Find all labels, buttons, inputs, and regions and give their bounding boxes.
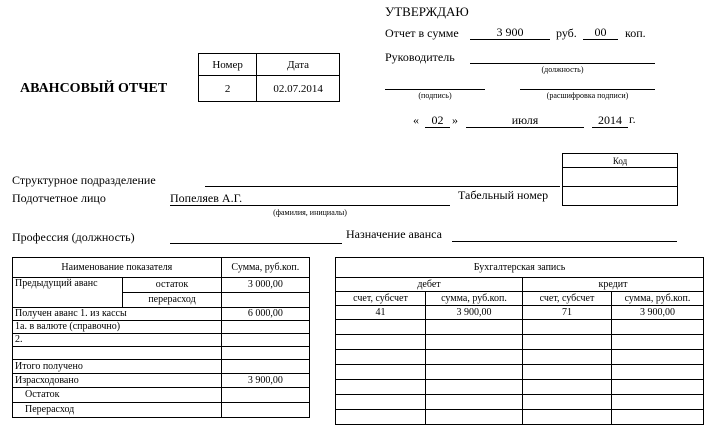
empty-cell: [523, 320, 612, 335]
accounting-title: Бухгалтерская запись: [336, 258, 704, 278]
kop-value: 00: [594, 25, 607, 39]
empty-cell: [336, 320, 426, 335]
total-received-label: Итого получено: [13, 360, 222, 374]
row2-value: [221, 334, 309, 347]
code-cell-1: [563, 168, 678, 187]
empty-cell: [612, 380, 704, 395]
department-label: Структурное подразделение: [12, 173, 156, 187]
empty-cell: [612, 335, 704, 350]
credit-amount-header: сумма, руб.коп.: [612, 292, 704, 306]
approve-title: УТВЕРЖДАЮ: [385, 4, 469, 19]
remainder-label: Остаток: [13, 388, 222, 403]
tab-number-label: Табельный номер: [458, 188, 549, 202]
document-number: 2: [199, 76, 257, 102]
overspend-label: перерасход: [123, 293, 221, 308]
year-suffix: г.: [629, 112, 636, 126]
date-month: июля: [511, 113, 539, 127]
number-header: Номер: [199, 54, 257, 76]
debit-account-header: счет, субсчет: [336, 292, 426, 306]
empty-cell: [523, 395, 612, 410]
date-year: 2014: [598, 113, 622, 127]
empty-cell: [426, 395, 523, 410]
document-title: АВАНСОВЫЙ ОТЧЕТ: [20, 81, 168, 96]
spent-label: Израсходовано: [13, 374, 222, 388]
balance-value: 3 000,00: [221, 278, 309, 293]
report-sum-value: 3 900: [496, 25, 524, 39]
quote-open: «: [413, 113, 419, 127]
total-received-value: [221, 360, 309, 374]
blank-row-1: [13, 347, 222, 360]
empty-cell: [426, 365, 523, 380]
balance-label: остаток: [123, 278, 221, 293]
empty-cell: [426, 380, 523, 395]
document-date: 02.07.2014: [257, 76, 340, 102]
overspend-value: [221, 293, 309, 308]
accounting-table: [335, 257, 704, 425]
debit-amount: 3 900,00: [426, 306, 523, 320]
received-label: Получен аванс 1. из кассы: [13, 308, 222, 321]
prev-advance-label: Предыдущий аванс: [13, 278, 123, 308]
empty-cell: [523, 335, 612, 350]
empty-cell: [336, 410, 426, 425]
empty-cell: [426, 410, 523, 425]
number-date-box: [198, 53, 340, 102]
decode-hint: (расшифровка подписи): [546, 91, 629, 100]
blank-row-1-value: [221, 347, 309, 360]
empty-cell: [523, 350, 612, 365]
date-day: 02: [431, 113, 444, 127]
empty-cell: [336, 335, 426, 350]
empty-cell: [612, 320, 704, 335]
rub-label: руб.: [556, 26, 577, 40]
empty-cell: [612, 395, 704, 410]
person-value: Попеляев А.Г.: [170, 191, 243, 205]
person-hint: (фамилия, инициалы): [273, 208, 347, 217]
empty-cell: [426, 350, 523, 365]
row2-label: 2.: [13, 334, 222, 347]
empty-cell: [612, 365, 704, 380]
empty-cell: [523, 380, 612, 395]
empty-cell: [426, 320, 523, 335]
signature-hint: (подпись): [418, 91, 452, 100]
report-sum-label: Отчет в сумме: [385, 26, 459, 40]
remainder-value: [221, 388, 309, 403]
overspend2-value: [221, 403, 309, 418]
person-label: Подотчетное лицо: [12, 191, 106, 205]
empty-cell: [336, 365, 426, 380]
empty-cell: [426, 335, 523, 350]
credit-account: 71: [523, 306, 612, 320]
advance-table: [12, 257, 310, 418]
empty-cell: [336, 380, 426, 395]
debit-amount-header: сумма, руб.коп.: [426, 292, 523, 306]
empty-cell: [612, 410, 704, 425]
empty-cell: [523, 410, 612, 425]
code-box: [562, 153, 678, 206]
debit-account: 41: [336, 306, 426, 320]
kop-label: коп.: [625, 26, 646, 40]
head-label: Руководитель: [385, 50, 455, 64]
header-sum: Сумма, руб.коп.: [221, 258, 309, 278]
overspend2-label: Перерасход: [13, 403, 222, 418]
credit-account-header: счет, субсчет: [523, 292, 612, 306]
quote-close: »: [452, 113, 458, 127]
header-name: Наименование показателя: [13, 258, 222, 278]
credit-header: кредит: [523, 278, 704, 292]
debit-header: дебет: [336, 278, 523, 292]
empty-cell: [523, 365, 612, 380]
empty-cell: [336, 350, 426, 365]
credit-amount: 3 900,00: [612, 306, 704, 320]
empty-cell: [336, 395, 426, 410]
date-header: Дата: [257, 54, 340, 76]
purpose-label: Назначение аванса: [346, 227, 442, 241]
received-value: 6 000,00: [221, 308, 309, 321]
currency-label: 1а. в валюте (справочно): [13, 321, 222, 334]
code-header: Код: [563, 154, 678, 168]
spent-value: 3 900,00: [221, 374, 309, 388]
code-cell-tab: [563, 187, 678, 206]
currency-value: [221, 321, 309, 334]
position-hint: (должность): [541, 65, 584, 74]
empty-cell: [612, 350, 704, 365]
profession-label: Профессия (должность): [12, 230, 135, 244]
